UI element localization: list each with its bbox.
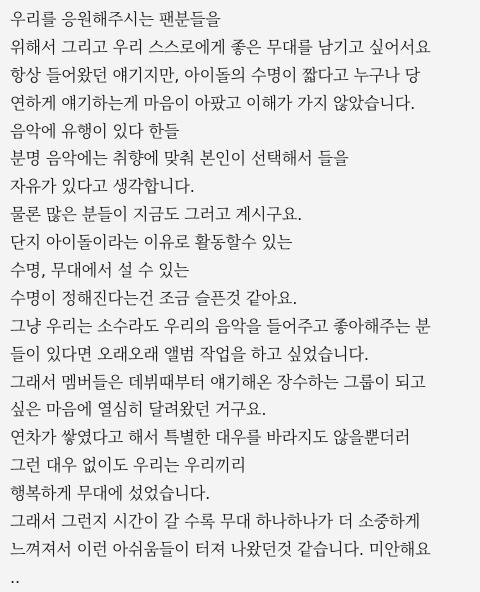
text-line: 분명 음악에는 취향에 맞춰 본인이 선택해서 들을 — [10, 149, 349, 169]
text-line: 그래서 그런지 시간이 갈 수록 무대 하나하나가 더 소중하게 — [10, 512, 421, 532]
text-line: 단지 아이돌이라는 이유로 활동할수 있는 — [10, 233, 293, 253]
text-line: 위해서 그리고 우리 스스로에게 좋은 무대를 남기고 싶어서요 — [10, 37, 431, 57]
text-line: 연차가 쌓였다고 해서 특별한 대우를 바라지도 않을뿐더러 — [10, 428, 411, 448]
text-line: 싶은 마음에 열심히 달려왔던 거구요. — [10, 400, 267, 420]
text-line: 자유가 있다고 생각합니다. — [10, 177, 195, 197]
text-line: 연하게 얘기하는게 마음이 아팠고 이해가 가지 않았습니다. — [10, 93, 416, 113]
text-line: 수명이 정해진다는건 조금 슬픈것 같아요. — [10, 288, 298, 308]
text-line: 우리를 응원해주시는 팬분들을 — [10, 10, 221, 29]
text-line: 들이 있다면 오래오래 앨범 작업을 하고 싶었습니다. — [10, 344, 369, 364]
text-line: 수명, 무대에서 설 수 있는 — [10, 261, 190, 281]
text-line: 음악에 유행이 있다 한들 — [10, 121, 180, 141]
text-line: 그런 대우 없이도 우리는 우리끼리 — [10, 456, 246, 476]
text-line: .. — [10, 567, 20, 587]
text-line: 그래서 멤버들은 데뷔때부터 얘기해온 장수하는 그룹이 되고 — [10, 372, 426, 392]
text-line: 그냥 우리는 소수라도 우리의 음악을 들어주고 좋아해주는 분 — [10, 316, 431, 336]
letter-text — [10, 6, 476, 592]
text-line: 항상 들어왔던 얘기지만, 아이돌의 수명이 짧다고 누구나 당 — [10, 65, 421, 85]
text-line: 물론 많은 분들이 지금도 그러고 계시구요. — [10, 205, 303, 225]
text-line: 행복하게 무대에 섰었습니다. — [10, 484, 211, 504]
text-line: 느껴져서 이런 아쉬움들이 터져 나왔던것 같습니다. 미안해요 — [10, 539, 431, 559]
